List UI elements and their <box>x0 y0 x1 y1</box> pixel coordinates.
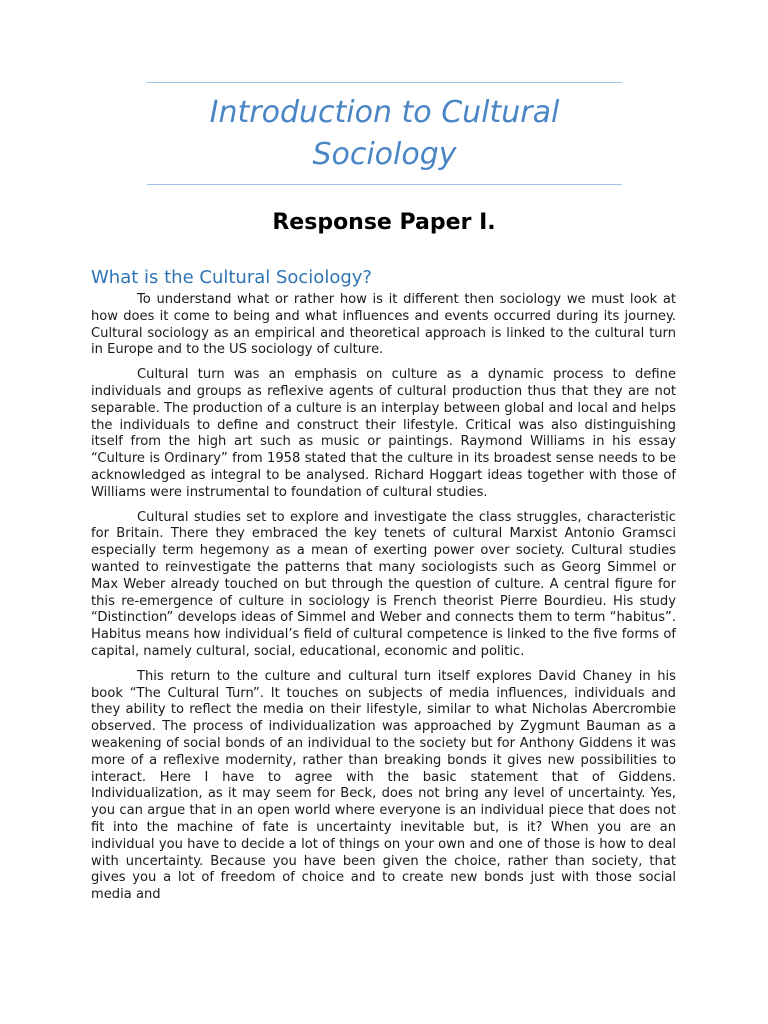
title-top-rule <box>147 82 622 83</box>
document-subtitle: Response Paper I. <box>272 210 496 235</box>
paragraph-3: Cultural studies set to explore and investigate the class struggles, characteristic for Britain. There they embraced the key tenets of cultural Marxist Antonio Gramsci especially term hegemony as a mean of exerting power over society. Cultural studies wanted to reinvestigate the patterns that many sociologists such as Georg Simmel or Max Weber already touched on but through the question of culture. A central figure for this re-emergence of culture in sociology is French theorist Pierre Bourdieu. His study “Distinction” develops ideas of Simmel and Weber and connects them to term “habitus”. Habitus means how individual’s field of cultural competence is linked to the five forms of capital, namely cultural, social, educational, economic and politic. <box>91 509 676 659</box>
title-bottom-rule <box>147 184 622 185</box>
paragraph-1: To understand what or rather how is it different then sociology we must look at how does it come to being and what influences and events occurred during its journey. Cultural sociology as an empirical and theoretical approach is linked to the cultural turn in Europe and to the US sociology of culture. <box>91 292 676 358</box>
document-title: Introduction to Cultural Sociology <box>209 95 560 172</box>
paragraph-4: This return to the culture and cultural turn itself explores David Chaney in his book “The Cultural Turn”. It touches on subjects of media influences, individuals and they ability to reflect the media on their lifestyle, similar to what Nicholas Abercrombie observed. The process of individualization was approached by Zygmunt Bauman as a weakening of social bonds of an individual to the society but for Anthony Giddens it was more of a reflexive modernity, rather than breaking bonds it gives new possibilities to interact. Here I have to agree with the basic statement that of Giddens. Individualization, as it may seem for Beck, does not bring any level of uncertainty. Yes, you can argue that in an open world where everyone is an individual piece that does not fit into the machine of fate is uncertainty inevitable but, is it? When you are an individual you have to decide a lot of things on your own and one of those is how to deal with uncertainty. Because you have been given the choice, rather than society, that gives you a lot of freedom of choice and to create new bonds just with those social media and <box>91 668 676 903</box>
body-text <box>91 292 676 912</box>
section-heading: What is the Cultural Sociology? <box>91 267 372 288</box>
paragraph-2: Cultural turn was an emphasis on culture as a dynamic process to define individuals and groups as reflexive agents of cultural production thus that they are not separable. The production of a culture is an interplay between global and local and helps the individuals to define and construct their lifestyle. Critical was also distinguishing itself from the high art such as music or paintings. Raymond Williams in his essay “Culture is Ordinary” from 1958 stated that the culture in its broadest sense needs to be acknowledged as integral to be analysed. Richard Hoggart ideas together with those of Williams were instrumental to foundation of cultural studies. <box>91 367 676 500</box>
